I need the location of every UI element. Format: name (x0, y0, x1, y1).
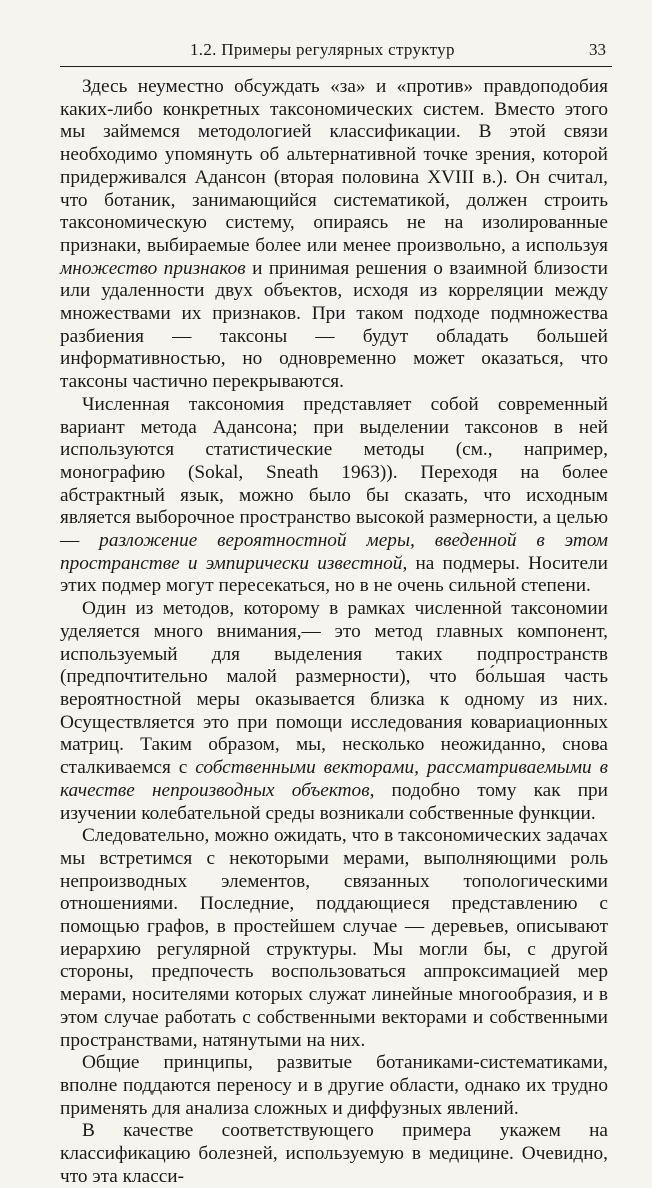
paragraph-4 (60, 825, 608, 1052)
text-run: Один из методов, которому в рамках численной таксономии уделяется много внимания,— это метод главных компонент, используемый для выделения таких подпространств (предпочтительно малой размерности), что бо́льшая часть вероятностной меры оказывается близка к одному из них. Осуществляется это при помощи исследования ковариационных матриц. Таким образом, мы, несколько неожиданно, снова сталкиваемся с (60, 598, 608, 779)
text-run: , подобно тому как при изучении колебательной среды возникали собственные функции. (60, 779, 608, 824)
italic-phrase: разложение вероятностной меры, введенной в этом пространстве и эмпирически известной (60, 530, 608, 574)
text-run: В качестве соответствующего примера укажем на классификацию болезней, используемую в медицине. Очевидно, что эта класси- (60, 1120, 608, 1187)
text-run: Здесь неуместно обсуждать «за» и «против» правдоподобия каких-либо конкретных таксономических систем. Вместо этого мы займемся методологией классификации. В этой связи необходимо упомянуть об альтернативной точке зрения, которой придерживался Адансон (вторая половина XVIII в.). Он считал, что ботаник, занимающийся систематикой, должен строить таксономическую систему, опираясь не на изолированные признаки, выбираемые более или менее произвольно, а используя (60, 76, 608, 256)
italic-term: множество признаков (60, 257, 246, 279)
paragraph-5 (60, 1052, 608, 1120)
paragraph-1 (60, 76, 608, 394)
running-header (60, 38, 612, 67)
paragraph-6 (60, 1120, 608, 1188)
text-run: , на подмеры. Носители этих подмер могут пересекаться, но в не очень сильной степени. (60, 552, 608, 597)
paragraph-2 (60, 394, 608, 598)
body-text (60, 76, 608, 1188)
text-run: Численная таксономия представляет собой современный вариант метода Адансона; при выделении таксонов в ней используются статистические методы (см., например, монографию (Sokal, Sneath 1963)). Переходя на более абстрактный язык, можно было бы сказать, что исходным является выборочное пространство высокой размерности, а целью — (60, 393, 608, 552)
text-run: Следовательно, можно ожидать, что в таксономических задачах мы встретимся с некоторыми мерами, выполняющими роль непроизводных элементов, связанных топологическими отношениями. Последние, поддающиеся представлению с помощью графов, в простейшем случае — деревьев, описывают иерархию регулярной структуры. Мы могли бы, с другой стороны, предпочесть воспользоваться аппроксимацией мер мерами, носителями которых служат линейные многообразия, и в этом случае работать с собственными векторами и собственными пространствами, натянутыми на них. (60, 825, 608, 1051)
text-run: Общие принципы, развитые ботаниками-систематиками, вполне поддаются переносу и в другие области, однако их трудно применять для анализа сложных и диффузных явлений. (60, 1052, 608, 1119)
page-number: 33 (589, 40, 606, 59)
italic-phrase: собственными векторами, рассматриваемыми в качестве непроизводных объектов (60, 757, 608, 801)
text-run: и принимая решения о взаимной близости или удаленности двух объектов, исходя из корреляции между множествами их признаков. При таком подходе подмножества разбиения — таксоны — будут обладать большей информативностью, но одновременно может оказаться, что таксоны частично перекрываются. (60, 257, 608, 393)
paragraph-3 (60, 598, 608, 825)
section-title: 1.2. Примеры регулярных структур (190, 40, 455, 59)
